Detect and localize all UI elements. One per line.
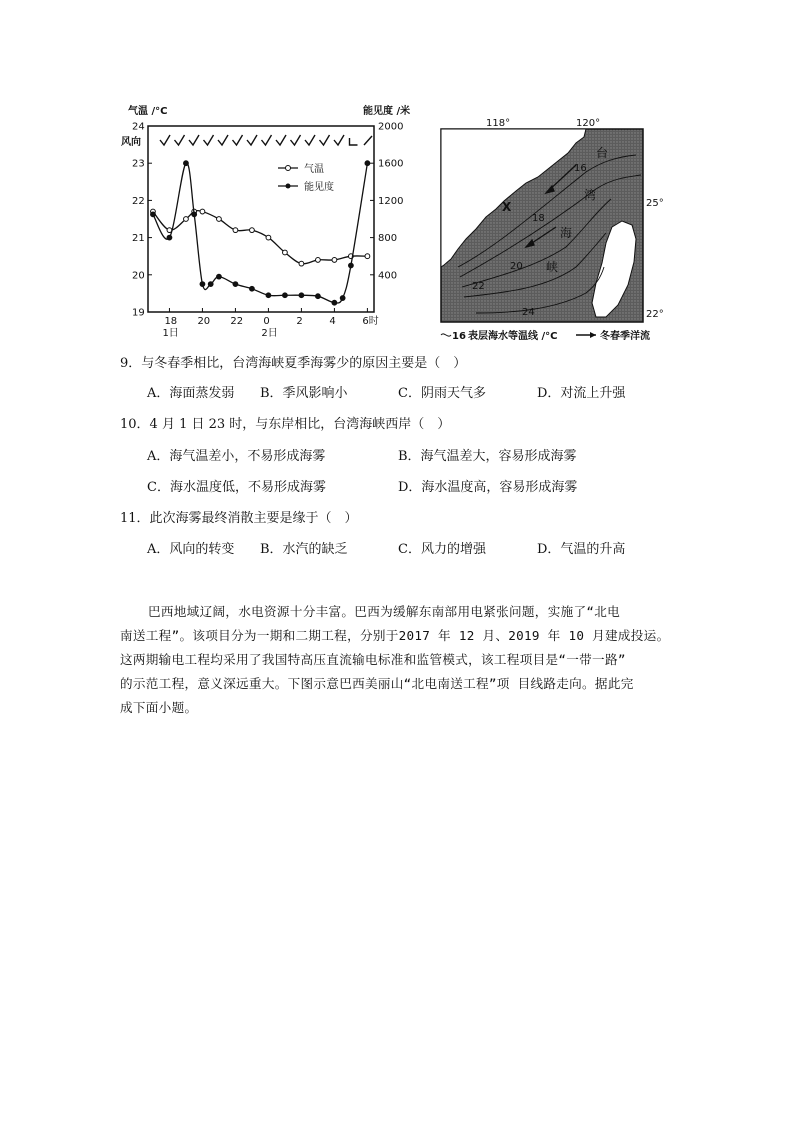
chart-svg — [118, 100, 411, 339]
question-10-stem: 10．4 月 1 日 23 时，与东岸相比，台湾海峡西岸（ ） — [120, 417, 451, 432]
right-tick-label: 1200 — [378, 195, 404, 207]
x-tick-label: 6时 — [362, 316, 379, 327]
question-9-option-b[interactable]: B．季风影响小 — [260, 386, 348, 401]
question-11-option-d[interactable]: D．气温的升高 — [537, 542, 626, 557]
passage-line-5: 成下面小题。 — [120, 700, 198, 715]
lon-label-118: 118° — [486, 118, 511, 129]
wind-barb — [160, 135, 170, 145]
right-tick-label: 2000 — [378, 121, 404, 133]
question-10-option-a[interactable]: A．海气温差小，不易形成海雾 — [147, 449, 326, 464]
question-10-option-b[interactable]: B．海气温差大，容易形成海雾 — [398, 449, 577, 464]
visibility-point — [208, 282, 213, 287]
left-axis-ticks — [132, 122, 152, 319]
passage-line-2: 南送工程”。该项目分为一期和二期工程，分别于2017 年 12 月、2019 年 10 月建成投运。 — [120, 628, 670, 643]
temperature-point — [283, 250, 288, 255]
left-tick-label: 23 — [132, 158, 145, 170]
left-tick-label: 21 — [132, 233, 145, 245]
strait-char-2: 湾 — [584, 188, 597, 202]
temperature-point — [217, 217, 222, 222]
x-tick-label: 20 — [197, 316, 211, 327]
legend-label-temp: 气温 — [304, 164, 324, 175]
isotherm-label-16: 16 — [574, 163, 587, 174]
legend-current-arrow — [590, 332, 596, 338]
left-axis-title: 气温 /°C — [128, 106, 168, 117]
legend-isotherm-sample: 16 — [452, 331, 466, 342]
right-tick-label: 400 — [378, 270, 398, 282]
right-tick-label: 1600 — [378, 158, 404, 170]
taiwan-strait-map — [436, 117, 684, 342]
visibility-point — [250, 286, 255, 291]
question-9-option-c[interactable]: C．阴雨天气多 — [398, 386, 486, 401]
lon-label-120: 120° — [576, 118, 601, 129]
temperature-visibility-chart — [118, 100, 411, 339]
isotherm-label-24: 24 — [522, 307, 535, 318]
strait-char-1: 台 — [596, 146, 609, 160]
lat-label-25: 25° — [646, 198, 664, 209]
wind-barb — [350, 138, 358, 145]
visibility-point — [349, 263, 354, 268]
visibility-point — [332, 300, 337, 305]
x-tick-label: 2 — [296, 316, 303, 327]
temperature-point — [266, 235, 271, 240]
wind-barb — [334, 135, 344, 145]
visibility-point — [217, 274, 222, 279]
wind-barb — [233, 135, 243, 145]
visibility-point — [365, 161, 370, 166]
right-axis-ticks — [370, 122, 403, 282]
series-layer — [151, 161, 370, 305]
wind-barb — [247, 135, 257, 145]
right-axis-title: 能见度 /米 — [363, 106, 411, 117]
wind-direction-label: 风向 — [121, 137, 141, 148]
isotherm-label-18: 18 — [532, 213, 545, 224]
reading-passage — [120, 600, 680, 720]
legend-isotherm-label: 表层海水等温线 /°C — [468, 331, 558, 342]
visibility-point — [266, 293, 271, 298]
wind-barb — [204, 135, 214, 145]
passage-line-3: 这两期输电工程均采用了我国特高压直流输电标准和监管模式，该工程项目是“一带一路” — [120, 652, 626, 667]
map-legend — [441, 329, 650, 342]
legend-label-vis: 能见度 — [304, 182, 334, 193]
left-tick-label: 20 — [132, 270, 145, 282]
right-tick-label: 800 — [378, 233, 398, 245]
wind-barb — [276, 135, 286, 145]
wind-barb — [291, 135, 301, 145]
visibility-point — [316, 294, 321, 299]
lat-label-22: 22° — [646, 309, 664, 320]
wind-barb — [218, 135, 228, 145]
question-10-option-d[interactable]: D．海水温度高，容易形成海雾 — [398, 480, 578, 495]
temperature-point — [250, 228, 255, 233]
legend — [278, 163, 334, 193]
wind-barb — [364, 136, 372, 145]
question-10-option-c[interactable]: C．海水温度低，不易形成海雾 — [147, 480, 326, 495]
wind-barbs — [160, 135, 372, 145]
wind-barb — [320, 135, 330, 145]
visibility-point — [283, 293, 288, 298]
visibility-point — [200, 282, 205, 287]
visibility-point — [233, 282, 238, 287]
plot-frame — [148, 126, 374, 312]
visibility-point — [167, 235, 172, 240]
visibility-point — [184, 161, 189, 166]
question-11-stem: 11．此次海雾最终消散主要是缘于（ ） — [120, 511, 358, 526]
question-9-option-a[interactable]: A．海面蒸发弱 — [147, 386, 235, 401]
x-tick-label: 0 — [263, 316, 270, 327]
left-tick-label: 22 — [132, 195, 145, 207]
x-tick-label: 22 — [230, 316, 244, 327]
question-11-option-b[interactable]: B．水汽的缺乏 — [260, 542, 348, 557]
temperature-point — [233, 228, 238, 233]
legend-marker-vis — [286, 184, 291, 189]
question-9-option-d[interactable]: D．对流上升强 — [537, 386, 626, 401]
legend-marker-temp — [286, 166, 291, 171]
visibility-point — [299, 293, 304, 298]
visibility-point — [340, 296, 345, 301]
x-tick-label: 18 — [164, 316, 178, 327]
question-11-option-a[interactable]: A．风向的转变 — [147, 542, 235, 557]
passage-line-4: 的示范工程，意义深远重大。下图示意巴西美丽山“北电南送工程”项 目线路走向。据此完 — [120, 676, 634, 691]
legend-isotherm-symbol — [441, 334, 451, 336]
strait-char-4: 峡 — [546, 260, 559, 274]
left-tick-label: 24 — [132, 121, 145, 133]
visibility-point — [151, 212, 156, 217]
wind-barb — [175, 135, 185, 145]
question-11-option-c[interactable]: C．风力的增强 — [398, 542, 486, 557]
wind-barb — [262, 135, 272, 145]
isotherm-label-20: 20 — [510, 261, 523, 272]
temperature-point — [184, 217, 189, 222]
wind-barb — [305, 135, 315, 145]
left-tick-label: 19 — [132, 307, 145, 319]
location-marker-x: X — [502, 200, 512, 214]
question-9-stem: 9．与冬春季相比，台湾海峡夏季海雾少的原因主要是（ ） — [120, 356, 467, 371]
x-day-label: 2日 — [261, 328, 278, 339]
x-tick-label: 4 — [329, 316, 336, 327]
temperature-point — [299, 261, 304, 266]
visibility-point — [192, 212, 197, 217]
temperature-point — [332, 258, 337, 263]
temperature-point — [200, 209, 205, 214]
legend-current-label: 冬春季洋流 — [600, 331, 650, 342]
passage-line-1: 巴西地域辽阔，水电资源十分丰富。巴西为缓解东南部用电紧张问题，实施了“北电 — [148, 604, 621, 619]
isotherm-label-22: 22 — [472, 281, 485, 292]
x-day-label: 1日 — [162, 328, 179, 339]
temperature-point — [316, 258, 321, 263]
wind-barb — [189, 135, 199, 145]
strait-char-3: 海 — [560, 226, 573, 240]
temperature-point — [365, 254, 370, 259]
map-svg — [436, 117, 684, 342]
